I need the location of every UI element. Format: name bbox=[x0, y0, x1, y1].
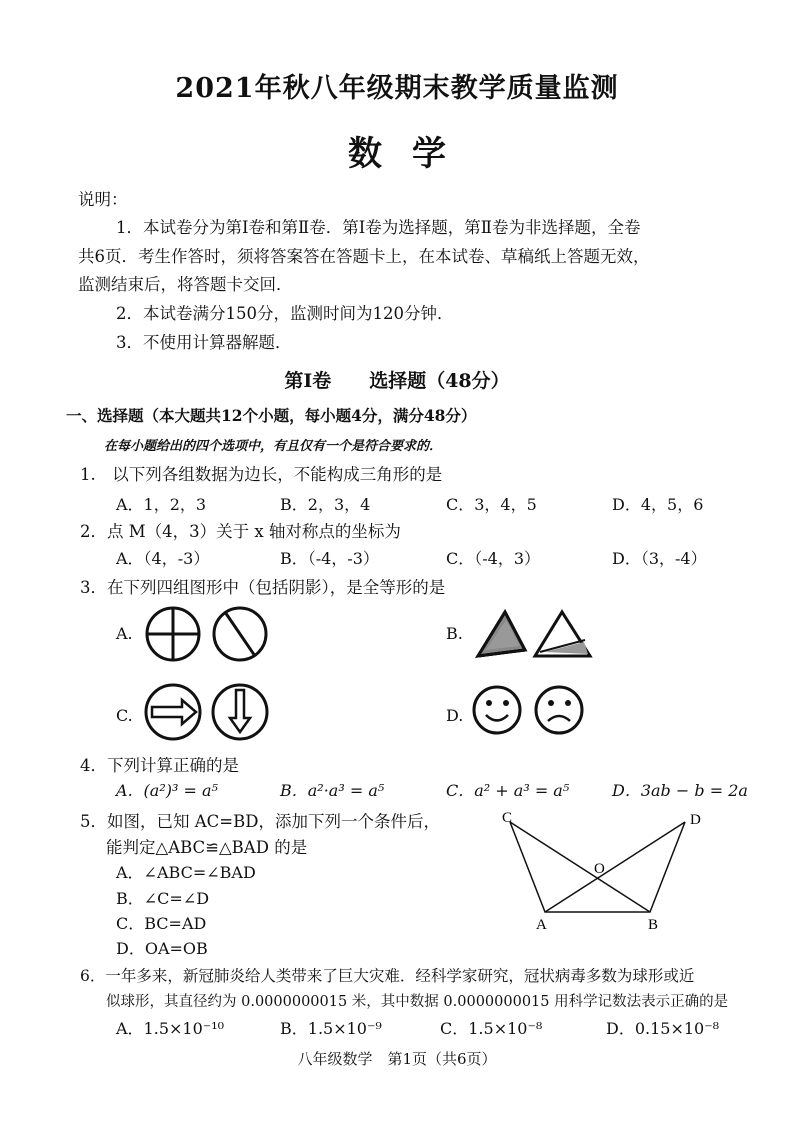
part-note: 在每小题给出的四个选项中，有且仅有一个是符合要求的． bbox=[104, 439, 443, 454]
q6-option-a: A．1.5×10⁻¹⁰ bbox=[116, 1019, 225, 1038]
part-title: 一、选择题（本大题共12个小题，每小题4分，满分48分） bbox=[66, 406, 477, 425]
q5-stem-line1: 5．如图，已知 AC=BD，添加下列一个条件后， bbox=[80, 812, 440, 831]
instruction-1-line1: 1．本试卷分为第Ⅰ卷和第Ⅱ卷．第Ⅰ卷为选择题，第Ⅱ卷为非选择题，全卷 bbox=[116, 218, 641, 237]
q5-option-a: A．∠ABC=∠BAD bbox=[116, 863, 256, 882]
q5-option-c: C．BC=AD bbox=[116, 914, 207, 933]
q4-option-a: A．(a²)³ = a⁵ bbox=[116, 781, 218, 800]
q6-option-d: D．0.15×10⁻⁸ bbox=[606, 1019, 720, 1038]
q3-option-a-label: A. bbox=[116, 624, 133, 643]
shaded-triangle-right-icon bbox=[535, 612, 590, 656]
q4-option-b: B．a²·a³ = a⁵ bbox=[280, 781, 385, 800]
q1-option-a: A．1，2，3 bbox=[116, 495, 207, 514]
q2-option-d: D．（3，-4） bbox=[612, 549, 707, 568]
q3-stem: 3．在下列四组图形中（包括阴影），是全等形的是 bbox=[80, 578, 446, 597]
q3-option-c-label: C. bbox=[116, 706, 133, 725]
q3-option-d-label: D. bbox=[446, 706, 464, 725]
circle-right-arrow-icon bbox=[146, 685, 200, 739]
q5-stem-line2: 能判定△ABC≌△BAD 的是 bbox=[106, 838, 308, 857]
q6-stem-line2: 似球形，其直径约为 0.0000000015 米，其中数据 0.0000000015 用科学记数法表示正确的是 bbox=[106, 994, 729, 1010]
instruction-3: 3．不使用计算器解题． bbox=[116, 333, 292, 352]
shaded-triangle-left-icon bbox=[478, 612, 525, 656]
q2-option-a: A．（4，-3） bbox=[116, 549, 210, 568]
section-heading: 第Ⅰ卷 选择题（48分） bbox=[284, 370, 510, 392]
q1-stem: 1. 以下列各组数据为边长，不能构成三角形的是 bbox=[80, 465, 443, 484]
circle-down-arrow-icon bbox=[213, 685, 267, 739]
q4-stem: 4．下列计算正确的是 bbox=[80, 756, 239, 775]
q5-figure bbox=[490, 800, 730, 940]
q6-option-b: B．1.5×10⁻⁹ bbox=[280, 1019, 382, 1038]
sad-face-icon bbox=[536, 687, 582, 733]
q2-option-b: B．（-4，-3） bbox=[280, 549, 379, 568]
instruction-1-line3: 监测结束后，将答题卡交回． bbox=[78, 275, 293, 294]
instructions-label: 说明： bbox=[78, 190, 128, 209]
q1-option-d: D．4，5，6 bbox=[612, 495, 704, 514]
q5-option-d: D．OA=OB bbox=[116, 939, 208, 958]
q4-option-d: D．3ab − b = 2a bbox=[612, 781, 748, 800]
q6-option-c: C．1.5×10⁻⁸ bbox=[440, 1019, 543, 1038]
q5-option-b: B．∠C=∠D bbox=[116, 889, 210, 908]
subject-title: 数学 bbox=[348, 134, 476, 174]
q6-stem-line1: 6．一年多来，新冠肺炎给人类带来了巨大灾难．经科学家研究，冠状病毒多数为球形或近 bbox=[80, 967, 695, 985]
exam-title: 2021年秋八年级期末教学质量监测 bbox=[175, 73, 619, 104]
point-c-label: C bbox=[502, 810, 513, 826]
point-d-label: D bbox=[690, 812, 701, 828]
instruction-1-line2: 共6页．考生作答时，须将答案答在答题卡上，在本试卷、草稿纸上答题无效， bbox=[78, 247, 650, 266]
circle-diagonal-icon bbox=[214, 608, 266, 660]
q1-option-c: C．3，4，5 bbox=[446, 495, 537, 514]
smiley-face-icon bbox=[474, 687, 520, 733]
circle-cross-icon bbox=[147, 608, 199, 660]
q1-option-b: B．2，3，4 bbox=[280, 495, 371, 514]
instruction-2: 2．本试卷满分150分，监测时间为120分钟． bbox=[116, 304, 454, 323]
point-o-label: O bbox=[594, 861, 605, 877]
page-footer: 八年级数学 第1页（共6页） bbox=[297, 1050, 497, 1068]
q4-option-c: C．a² + a³ = a⁵ bbox=[446, 781, 570, 800]
q3-option-b-label: B. bbox=[446, 624, 463, 643]
q2-option-c: C．（-4，3） bbox=[446, 549, 541, 568]
point-b-label: B bbox=[648, 917, 659, 933]
point-a-label: A bbox=[536, 917, 547, 933]
q2-stem: 2．点 M（4，3）关于 x 轴对称点的坐标为 bbox=[80, 522, 401, 541]
